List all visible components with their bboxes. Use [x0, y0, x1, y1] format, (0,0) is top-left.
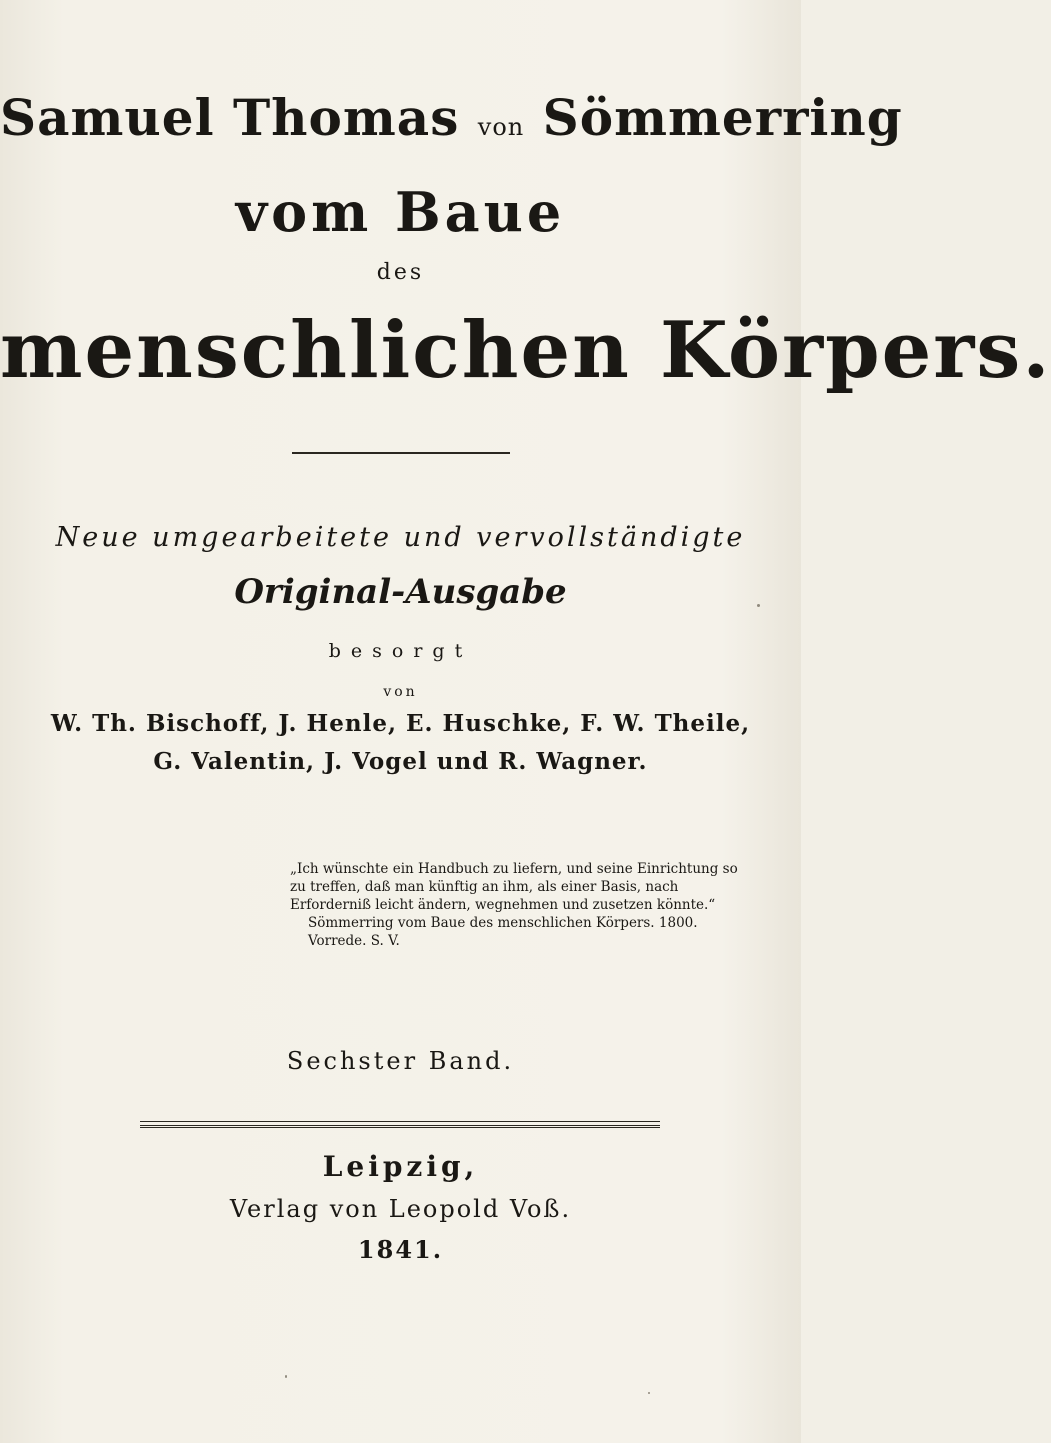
title-divider — [292, 452, 510, 454]
author-surname: Sömmerring — [542, 88, 903, 147]
paper-speck — [757, 604, 760, 607]
epigraph — [290, 860, 740, 950]
imprint-divider-thin — [140, 1121, 660, 1122]
title-line-2: menschlichen Körpers. — [0, 305, 1051, 396]
von-label: von — [383, 684, 418, 700]
author-line — [0, 88, 903, 147]
epigraph-source: Sömmerring vom Baue des menschlichen Körpers. 1800. Vorrede. S. V. — [308, 915, 698, 949]
author-von: von — [477, 113, 525, 141]
volume-label: Sechster Band. — [286, 1047, 515, 1075]
epigraph-text: „Ich wünschte ein Handbuch zu liefern, und seine Einrichtung so zu treffen, daß man künftig an ihm, als einer Basis, nach Erforderniß leicht ändern, wegnehmen und zusetzen könnte.“ — [290, 861, 738, 913]
title-line-1: vom Baue — [235, 180, 566, 244]
author-name: Samuel Thomas — [0, 88, 460, 147]
imprint-place: Leipzig, — [322, 1150, 479, 1183]
paper-speck — [285, 1375, 287, 1378]
imprint-publisher: Verlag von Leopold Voß. — [229, 1195, 572, 1223]
edition-original: Original-Ausgabe — [234, 572, 567, 612]
title-des: des — [376, 260, 425, 285]
edition-line: Neue umgearbeitete und vervollständigte — [55, 522, 746, 553]
imprint-divider-thick — [140, 1125, 660, 1128]
imprint-year: 1841. — [357, 1235, 444, 1264]
editors-line-2: G. Valentin, J. Vogel und R. Wagner. — [153, 748, 648, 775]
editors-line-1: W. Th. Bischoff, J. Henle, E. Huschke, F. W. Theile, — [50, 710, 751, 737]
besorgt-label: besorgt — [328, 640, 473, 662]
paper-speck — [648, 1392, 650, 1394]
